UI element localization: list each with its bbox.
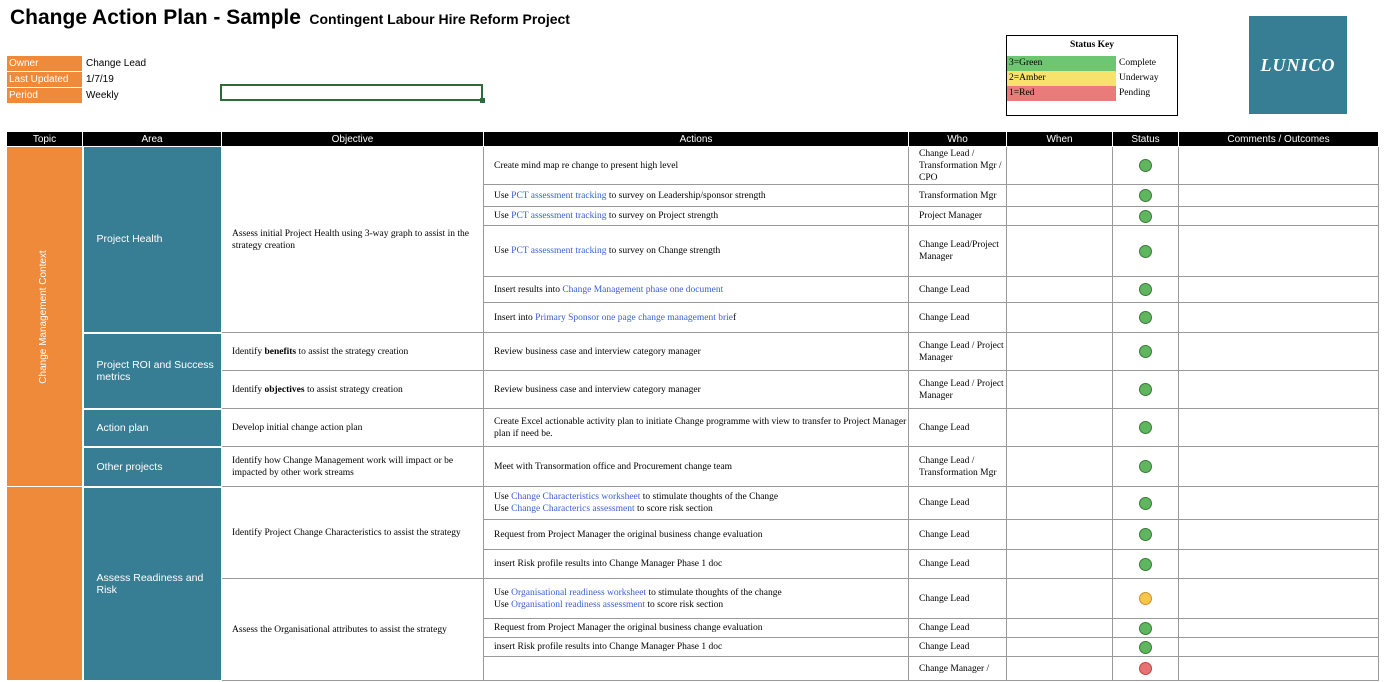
status-key-title: Status Key [1069, 40, 1115, 50]
col-header-when[interactable]: When [1007, 132, 1113, 147]
action-text: f [733, 312, 737, 323]
action-text: insert Risk profile results into Change Manager Phase 1 doc [494, 642, 723, 652]
status-indicator-green [1139, 210, 1152, 223]
col-header-objective[interactable]: Objective [222, 132, 484, 147]
when-cell[interactable] [1007, 579, 1113, 619]
who-cell[interactable]: Change Lead [909, 520, 1007, 550]
status-cell[interactable] [1113, 638, 1179, 657]
who-cell[interactable]: Change Lead / Project Manager [909, 371, 1007, 409]
action-link[interactable]: Organisationl readiness assessment [511, 599, 646, 610]
status-key-label: Complete [1119, 58, 1156, 68]
who-cell[interactable]: Change Lead / Transformation Mgr / CPO [909, 147, 1007, 185]
who-cell[interactable]: Project Manager [909, 207, 1007, 226]
action-cell[interactable] [484, 520, 909, 550]
status-key [1006, 35, 1178, 116]
action-cell[interactable] [484, 147, 909, 185]
header-row [7, 132, 1379, 147]
action-cell[interactable] [484, 619, 909, 638]
title-main: Change Action Plan - Sample [10, 6, 301, 29]
status-indicator-green [1139, 622, 1152, 635]
status-indicator-green [1139, 283, 1152, 296]
who-cell[interactable]: Change Lead / Transformation Mgr [909, 447, 1007, 487]
title-subtitle: Contingent Labour Hire Reform Project [309, 11, 570, 27]
status-indicator-green [1139, 245, 1152, 258]
action-text: Use [494, 492, 512, 502]
when-cell[interactable] [1007, 207, 1113, 226]
col-header-who[interactable]: Who [909, 132, 1007, 147]
action-link[interactable]: Change Characteristics worksheet [511, 492, 641, 502]
who-cell[interactable]: Change Lead [909, 638, 1007, 657]
status-indicator-green [1139, 159, 1152, 172]
status-key-code: 1=Red [1007, 86, 1116, 101]
table-row [7, 333, 1379, 371]
col-header-actions[interactable]: Actions [484, 132, 909, 147]
status-key-row [1007, 86, 1177, 101]
when-cell[interactable] [1007, 657, 1113, 681]
status-indicator-green [1139, 383, 1152, 396]
who-cell[interactable]: Change Lead / Project Manager [909, 333, 1007, 371]
meta-row-period [7, 88, 206, 103]
status-cell[interactable] [1113, 520, 1179, 550]
status-indicator-green [1139, 558, 1152, 571]
objective-cell[interactable]: Assess initial Project Health using 3-way graph to assist in the strategy creation [222, 147, 484, 333]
status-key-code: 2=Amber [1007, 71, 1116, 86]
status-indicator-red [1139, 662, 1152, 675]
when-cell[interactable] [1007, 333, 1113, 371]
action-text: Meet with Transormation office and Procurement change team [494, 461, 733, 472]
area-cell[interactable]: Assess Readiness and Risk [83, 487, 222, 681]
action-text: Request from Project Manager the original business change evaluation [494, 529, 763, 540]
who-cell[interactable]: Change Lead [909, 619, 1007, 638]
status-indicator-green [1139, 345, 1152, 358]
objective-text: to assist strategy creation [304, 384, 403, 395]
action-text: Use [494, 599, 512, 610]
when-cell[interactable] [1007, 550, 1113, 579]
who-cell[interactable]: Change Lead [909, 409, 1007, 447]
when-cell[interactable] [1007, 638, 1113, 657]
area-cell[interactable]: Action plan [83, 409, 222, 447]
status-indicator-green [1139, 189, 1152, 202]
status-cell[interactable] [1113, 550, 1179, 579]
action-cell[interactable] [484, 409, 909, 447]
action-text: Use [494, 211, 512, 221]
when-cell[interactable] [1007, 226, 1113, 277]
col-header-comments[interactable]: Comments / Outcomes [1179, 132, 1379, 147]
page-title [10, 6, 570, 30]
when-cell[interactable] [1007, 447, 1113, 487]
objective-text: Identify [232, 346, 265, 357]
objective-text: Identify [232, 384, 265, 395]
action-text: Use [494, 190, 512, 201]
comment-cell[interactable] [1179, 579, 1379, 619]
action-cell[interactable] [484, 371, 909, 409]
who-cell[interactable]: Change Lead/Project Manager [909, 226, 1007, 277]
objective-bold: benefits [264, 346, 297, 357]
action-link[interactable]: Change Characterics assessment [511, 504, 635, 514]
status-cell[interactable] [1113, 619, 1179, 638]
status-key-code: 3=Green [1007, 56, 1116, 71]
action-plan-table [6, 132, 1379, 682]
action-cell[interactable] [484, 207, 909, 226]
area-cell[interactable]: Other projects [83, 447, 222, 487]
status-cell[interactable] [1113, 207, 1179, 226]
meta-label: Owner [7, 56, 82, 71]
comment-cell[interactable] [1179, 657, 1379, 681]
comment-cell[interactable] [1179, 226, 1379, 277]
comment-cell[interactable] [1179, 371, 1379, 409]
who-cell[interactable]: Change Lead [909, 487, 1007, 520]
status-cell[interactable] [1113, 226, 1179, 277]
action-text: to stimulate thoughts of the Change [640, 492, 779, 502]
meta-block [7, 56, 206, 104]
when-cell[interactable] [1007, 371, 1113, 409]
action-cell[interactable] [484, 657, 909, 681]
status-key-label: Pending [1119, 88, 1151, 98]
when-cell[interactable] [1007, 520, 1113, 550]
meta-row-owner [7, 56, 206, 71]
action-text: to survey on Leadership/sponsor strength [606, 190, 766, 201]
company-logo: LUNICO [1249, 16, 1347, 114]
action-text: to score risk section [634, 504, 713, 514]
status-cell[interactable] [1113, 657, 1179, 681]
action-cell[interactable] [484, 185, 909, 207]
objective-text: to assist the strategy creation [296, 346, 409, 357]
who-cell[interactable]: Change Lead [909, 277, 1007, 303]
comment-cell[interactable] [1179, 303, 1379, 333]
action-text: Use [494, 587, 512, 598]
action-link[interactable]: PCT assessment tracking [511, 246, 607, 256]
status-cell[interactable] [1113, 371, 1179, 409]
objective-cell[interactable]: Identify Project Change Characteristics to assist the strategy [222, 487, 484, 579]
comment-cell[interactable] [1179, 277, 1379, 303]
action-text: to score risk section [645, 599, 724, 610]
meta-row-updated [7, 72, 206, 87]
action-cell[interactable] [484, 447, 909, 487]
action-text: Request from Project Manager the original business change evaluation [494, 623, 763, 633]
col-header-status[interactable]: Status [1113, 132, 1179, 147]
action-text: Review business case and interview category manager [494, 346, 701, 357]
action-text: to stimulate thoughts of the change [646, 587, 782, 598]
action-cell[interactable] [484, 579, 909, 619]
area-cell[interactable]: Project ROI and Success metrics [83, 333, 222, 409]
action-link[interactable]: Organisational readiness worksheet [511, 587, 647, 598]
table-row [7, 409, 1379, 447]
comment-cell[interactable] [1179, 447, 1379, 487]
comment-cell[interactable] [1179, 550, 1379, 579]
action-cell[interactable] [484, 303, 909, 333]
status-indicator-green [1139, 641, 1152, 654]
action-link[interactable]: Primary Sponsor one page change management brie [535, 312, 734, 323]
who-cell[interactable]: Change Lead [909, 550, 1007, 579]
comment-cell[interactable] [1179, 185, 1379, 207]
objective-cell[interactable] [222, 371, 484, 409]
who-cell[interactable]: Transformation Mgr [909, 185, 1007, 207]
action-cell[interactable] [484, 638, 909, 657]
status-indicator-green [1139, 460, 1152, 473]
comment-cell[interactable] [1179, 147, 1379, 185]
action-text: Use [494, 504, 512, 514]
meta-label: Last Updated [7, 72, 82, 87]
status-key-label: Underway [1119, 73, 1159, 83]
status-indicator-green [1139, 421, 1152, 434]
comment-cell[interactable] [1179, 207, 1379, 226]
who-cell[interactable]: Change Lead [909, 303, 1007, 333]
action-link[interactable]: Change Management phase one document [562, 284, 724, 295]
comment-cell[interactable] [1179, 487, 1379, 520]
status-cell[interactable] [1113, 487, 1179, 520]
status-indicator-amber [1139, 592, 1152, 605]
selected-cell[interactable] [220, 84, 483, 101]
when-cell[interactable] [1007, 147, 1113, 185]
action-text: Use [494, 246, 512, 256]
area-cell[interactable]: Project Health [83, 147, 222, 333]
action-text: Create mind map re change to present high level [494, 160, 679, 171]
action-cell[interactable] [484, 226, 909, 277]
objective-cell[interactable]: Identify how Change Management work will impact or be impacted by other work streams [222, 447, 484, 487]
who-cell[interactable]: Change Lead [909, 579, 1007, 619]
comment-cell[interactable] [1179, 520, 1379, 550]
action-cell[interactable] [484, 550, 909, 579]
action-text: Review business case and interview category manager [494, 384, 701, 395]
action-text: Insert results into [494, 284, 563, 295]
who-cell[interactable]: Change Manager / [909, 657, 1007, 681]
action-cell[interactable] [484, 277, 909, 303]
action-cell[interactable] [484, 487, 909, 520]
when-cell[interactable] [1007, 185, 1113, 207]
status-indicator-green [1139, 311, 1152, 324]
action-cell[interactable] [484, 333, 909, 371]
topic-cell[interactable] [7, 147, 83, 487]
objective-cell[interactable] [222, 333, 484, 371]
col-header-area[interactable]: Area [83, 132, 222, 147]
table-row [7, 147, 1379, 185]
comment-cell[interactable] [1179, 409, 1379, 447]
status-cell[interactable] [1113, 447, 1179, 487]
action-link[interactable]: PCT assessment tracking [511, 190, 607, 201]
meta-value[interactable]: 1/7/19 [86, 74, 114, 85]
status-key-row [1007, 56, 1177, 71]
objective-cell[interactable]: Develop initial change action plan [222, 409, 484, 447]
meta-label: Period [7, 88, 82, 103]
when-cell[interactable] [1007, 303, 1113, 333]
when-cell[interactable] [1007, 409, 1113, 447]
topic-label: Change Management Context [38, 249, 50, 384]
status-indicator-green [1139, 528, 1152, 541]
when-cell[interactable] [1007, 277, 1113, 303]
status-key-row [1007, 71, 1177, 86]
action-text: insert Risk profile results into Change Manager Phase 1 doc [494, 559, 723, 569]
objective-cell[interactable]: Assess the Organisational attributes to assist the strategy [222, 579, 484, 681]
action-text: to survey on Change strength [606, 246, 721, 256]
action-text: Create Excel actionable activity plan to initiate Change programme with view to transfer to Project Manager plan if need be. [494, 416, 907, 439]
action-link[interactable]: PCT assessment tracking [511, 211, 607, 221]
status-cell[interactable] [1113, 303, 1179, 333]
table-row [7, 487, 1379, 520]
comment-cell[interactable] [1179, 333, 1379, 371]
status-cell[interactable] [1113, 579, 1179, 619]
status-cell[interactable] [1113, 409, 1179, 447]
comment-cell[interactable] [1179, 619, 1379, 638]
status-cell[interactable] [1113, 185, 1179, 207]
status-indicator-green [1139, 497, 1152, 510]
action-text: Insert into [494, 312, 536, 323]
status-cell[interactable] [1113, 277, 1179, 303]
meta-value[interactable]: Change Lead [86, 58, 147, 69]
meta-value[interactable]: Weekly [86, 90, 119, 101]
status-cell[interactable] [1113, 147, 1179, 185]
col-header-topic[interactable]: Topic [7, 132, 83, 147]
topic-cell[interactable] [7, 487, 83, 681]
action-text: to survey on Project strength [606, 211, 719, 221]
when-cell[interactable] [1007, 619, 1113, 638]
status-cell[interactable] [1113, 333, 1179, 371]
when-cell[interactable] [1007, 487, 1113, 520]
table-row [7, 447, 1379, 487]
objective-bold: objectives [264, 384, 305, 395]
comment-cell[interactable] [1179, 638, 1379, 657]
